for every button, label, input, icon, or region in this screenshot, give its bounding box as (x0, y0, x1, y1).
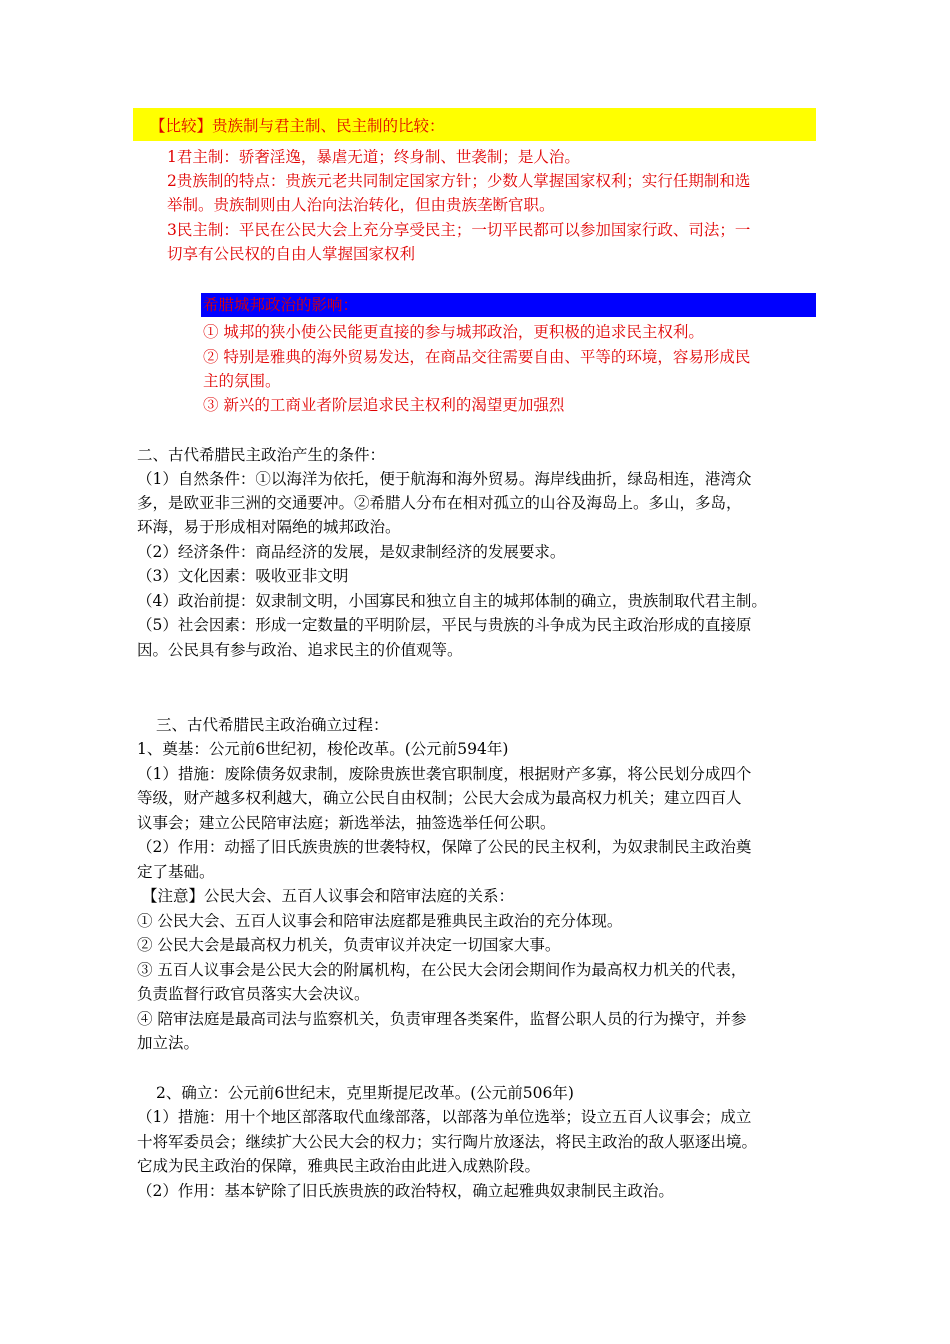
influence-line: ③ 新兴的工商业者阶层追求民主权利的渴望更加强烈 (203, 396, 565, 414)
influence-line: ② 特别是雅典的海外贸易发达，在商品交往需要自由、平等的环境，容易形成民 (203, 348, 751, 366)
compare-line: 1君主制：骄奢淫逸，暴虐无道；终身制、世袭制；是人治。 (167, 148, 580, 166)
section2-line: （1）自然条件：①以海洋为依托，便于航海和海外贸易。海岸线曲折，绿岛相连，港湾众 (137, 470, 752, 488)
section3-line: 负责监督行政官员落实大会决议。 (137, 985, 370, 1003)
compare-line: 切享有公民权的自由人掌握国家权利 (167, 245, 416, 263)
section3-line: 等级，财产越多权利越大，确立公民自由权制；公民大会成为最高权力机关；建立四百人 (137, 789, 742, 807)
compare-line: 3民主制：平民在公民大会上充分享受民主；一切平民都可以参加国家行政、司法；一 (167, 221, 751, 239)
section3-line: 1、奠基：公元前6世纪初，梭伦改革。(公元前594年) (137, 740, 509, 758)
section2-line: 多，是欧亚非三洲的交通要冲。②希腊人分布在相对孤立的山谷及海岛上。多山，多岛， (137, 494, 742, 512)
section2-line: 环海，易于形成相对隔绝的城邦政治。 (137, 518, 401, 536)
section3b-line: 它成为民主政治的保障，雅典民主政治由此进入成熟阶段。 (137, 1157, 541, 1175)
section3b-line: （2）作用：基本铲除了旧氏族贵族的政治特权，确立起雅典奴隶制民主政治。 (137, 1182, 674, 1200)
section3b-line: 十将军委员会；继续扩大公民大会的权力；实行陶片放逐法，将民主政治的敌人驱逐出境。 (137, 1133, 758, 1151)
section3-line: （2）作用：动摇了旧氏族贵族的世袭特权，保障了公民的民主权利，为奴隶制民主政治奠 (137, 838, 752, 856)
section3-line: ① 公民大会、五百人议事会和陪审法庭都是雅典民主政治的充分体现。 (137, 912, 623, 930)
section2-title: 二、古代希腊民主政治产生的条件： (137, 446, 386, 464)
compare-line: 举制。贵族制则由人治向法治转化，但由贵族垄断官职。 (167, 196, 555, 214)
section3-line: ② 公民大会是最高权力机关，负责审议并决定一切国家大事。 (137, 936, 561, 954)
section3-line: 加立法。 (137, 1034, 200, 1052)
section2-line: （5）社会因素：形成一定数量的平明阶层，平民与贵族的斗争成为民主政治形成的直接原 (137, 616, 752, 634)
influence-line: 主的氛围。 (203, 372, 281, 390)
section3-line: （1）措施：废除债务奴隶制，废除贵族世袭官职制度，根据财产多寡，将公民划分成四个 (137, 765, 752, 783)
section3b-line: （1）措施：用十个地区部落取代血缘部落，以部落为单位选举；设立五百人议事会；成立 (137, 1108, 752, 1126)
section3-line: 议事会；建立公民陪审法庭；新选举法，抽签选举任何公职。 (137, 814, 556, 832)
influence-line: ① 城邦的狭小使公民能更直接的参与城邦政治，更积极的追求民主权利。 (203, 323, 704, 341)
influence-title: 希腊城邦政治的影响： (203, 296, 359, 314)
section3-line: ④ 陪审法庭是最高司法与监察机关，负责审理各类案件，监督公职人员的行为操守，并参 (137, 1010, 747, 1028)
section3-line: 定了基础。 (137, 863, 215, 881)
section3-title: 三、古代希腊民主政治确立过程： (156, 716, 389, 734)
section3b-title: 2、确立：公元前6世纪末，克里斯提尼改革。(公元前506年) (156, 1084, 574, 1102)
compare-title: 【比较】贵族制与君主制、民主制的比较： (150, 117, 445, 135)
section2-line: （2）经济条件：商品经济的发展，是奴隶制经济的发展要求。 (137, 543, 566, 561)
section3-line: ③ 五百人议事会是公民大会的附属机构，在公民大会闭会期间作为最高权力机关的代表， (137, 961, 747, 979)
section2-line: （3）文化因素：吸收亚非文明 (137, 567, 349, 585)
section2-line: （4）政治前提：奴隶制文明，小国寡民和独立自主的城邦体制的确立，贵族制取代君主制。 (137, 592, 767, 610)
section3-note-title: 【注意】公民大会、五百人议事会和陪审法庭的关系： (142, 887, 515, 905)
compare-line: 2贵族制的特点：贵族元老共同制定国家方针；少数人掌握国家权利；实行任期制和选 (167, 172, 751, 190)
section2-line: 因。公民具有参与政治、追求民主的价值观等。 (137, 641, 463, 659)
